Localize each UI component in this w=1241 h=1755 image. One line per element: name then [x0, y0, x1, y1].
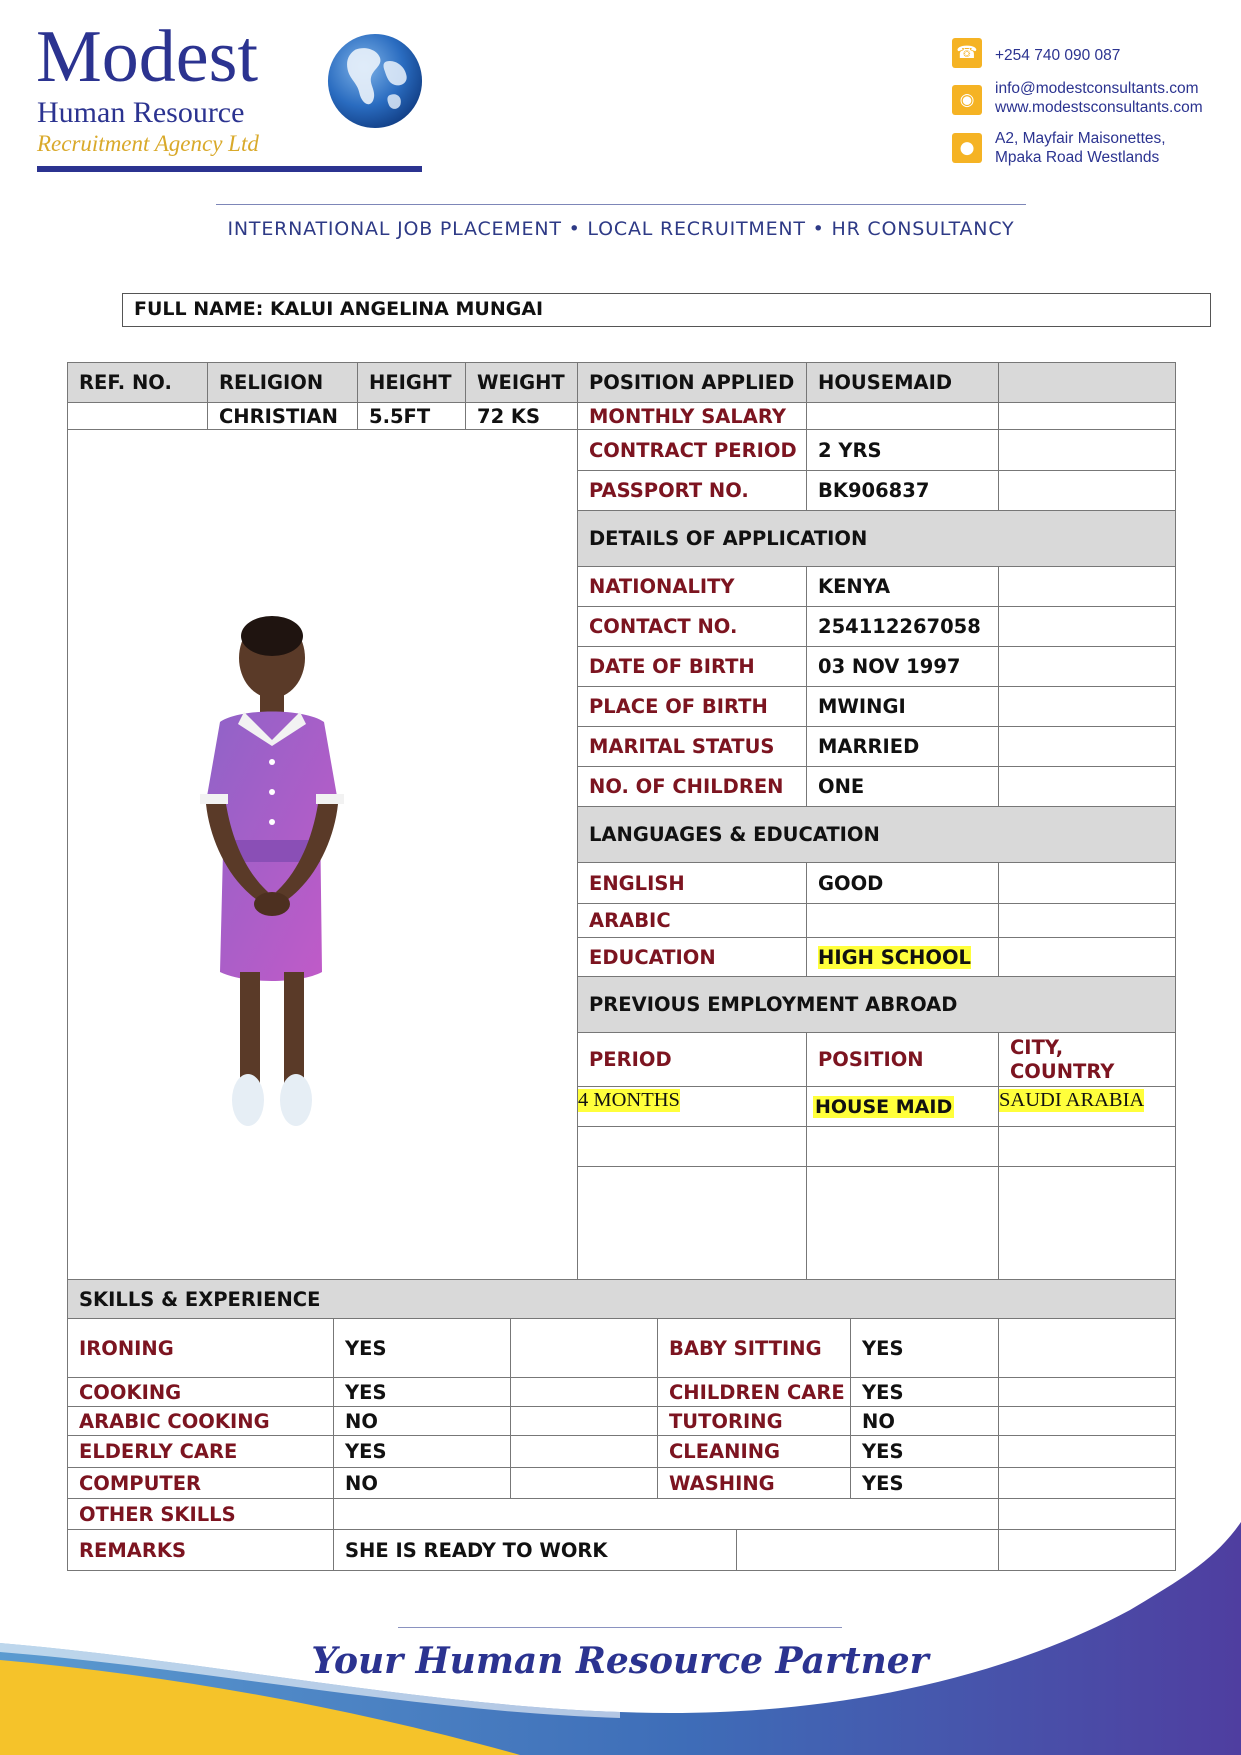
washing-label: WASHING — [657, 1467, 851, 1499]
full-name: FULL NAME: KALUI ANGELINA MUNGAI — [134, 298, 544, 320]
position-applied-value: HOUSEMAID — [806, 362, 999, 403]
empty-cell — [577, 1126, 807, 1167]
education-label: EDUCATION — [577, 937, 807, 977]
empty-cell — [998, 646, 1176, 687]
ref-no-value — [67, 402, 208, 430]
washing-value: YES — [850, 1467, 999, 1499]
tutoring-value: NO — [850, 1406, 999, 1436]
weight-value: 72 KS — [465, 402, 578, 430]
arabic-label: ARABIC — [577, 903, 807, 938]
city-country-column-header: CITY, COUNTRY — [998, 1032, 1176, 1087]
arabic-value — [806, 903, 999, 938]
contact-no-value: 254112267058 — [806, 606, 999, 647]
empty-cell — [998, 862, 1176, 904]
contact-address-line1: A2, Mayfair Maisonettes, — [995, 130, 1166, 147]
languages-education-heading: LANGUAGES & EDUCATION — [577, 806, 1176, 863]
employment-period-cell — [577, 1086, 807, 1127]
logo-underline — [37, 166, 422, 172]
empty-cell — [510, 1406, 658, 1436]
empty-cell — [510, 1377, 658, 1407]
globe-logo-icon — [326, 32, 424, 130]
ironing-value: YES — [333, 1318, 511, 1378]
contract-period-label: CONTRACT PERIOD — [577, 429, 807, 471]
arabic-cooking-value: NO — [333, 1406, 511, 1436]
marital-status-value: MARRIED — [806, 726, 999, 767]
computer-value: NO — [333, 1467, 511, 1499]
empty-cell — [510, 1435, 658, 1468]
empty-cell — [998, 1377, 1176, 1407]
employment-position-cell — [806, 1086, 999, 1127]
cleaning-label: CLEANING — [657, 1435, 851, 1468]
place-of-birth-label: PLACE OF BIRTH — [577, 686, 807, 727]
tagline: INTERNATIONAL JOB PLACEMENT • LOCAL RECRUITMENT • HR CONSULTANCY — [227, 218, 1015, 240]
english-value: GOOD — [806, 862, 999, 904]
empty-cell — [806, 1126, 999, 1167]
passport-no-value: BK906837 — [806, 470, 999, 511]
empty-cell — [998, 1166, 1176, 1280]
ref-no-label: REF. NO. — [67, 362, 208, 403]
empty-cell — [998, 566, 1176, 607]
nationality-value: KENYA — [806, 566, 999, 607]
computer-label: COMPUTER — [67, 1467, 334, 1499]
date-of-birth-value: 03 NOV 1997 — [806, 646, 999, 687]
monthly-salary-label: MONTHLY SALARY — [577, 402, 807, 430]
empty-cell — [998, 402, 1176, 430]
contract-period-value: 2 YRS — [806, 429, 999, 471]
empty-cell — [998, 686, 1176, 727]
children-care-value: YES — [850, 1377, 999, 1407]
empty-cell — [998, 606, 1176, 647]
other-skills-label: OTHER SKILLS — [67, 1498, 334, 1530]
children-care-label: CHILDREN CARE — [657, 1377, 851, 1407]
employment-city-cell — [998, 1086, 1176, 1127]
english-label: ENGLISH — [577, 862, 807, 904]
logo-agency: Recruitment Agency Ltd — [37, 131, 259, 156]
empty-cell — [998, 903, 1176, 938]
elderly-care-label: ELDERLY CARE — [67, 1435, 334, 1468]
header-rule — [216, 204, 1026, 205]
nationality-label: NATIONALITY — [577, 566, 807, 607]
contact-email[interactable]: info@modestconsultants.com — [995, 80, 1199, 97]
ironing-label: IRONING — [67, 1318, 334, 1378]
period-column-header: PERIOD — [577, 1032, 807, 1087]
empty-cell — [998, 1318, 1176, 1378]
logo-title: Modest — [36, 16, 258, 98]
empty-cell — [998, 470, 1176, 511]
baby-sitting-value: YES — [850, 1318, 999, 1378]
no-of-children-value: ONE — [806, 766, 999, 807]
cooking-label: COOKING — [67, 1377, 334, 1407]
empty-cell — [510, 1467, 658, 1499]
religion-value: CHRISTIAN — [207, 402, 358, 430]
height-value: 5.5FT — [357, 402, 466, 430]
employment-position: HOUSE MAID — [815, 1095, 953, 1118]
details-of-application-heading: DETAILS OF APPLICATION — [577, 510, 1176, 567]
empty-cell — [806, 1166, 999, 1280]
tutoring-label: TUTORING — [657, 1406, 851, 1436]
cleaning-value: YES — [850, 1435, 999, 1468]
remarks-value: SHE IS READY TO WORK — [333, 1529, 737, 1571]
footer-slogan: Your Human Resource Partner — [311, 1640, 929, 1682]
empty-cell — [998, 726, 1176, 767]
remarks-label: REMARKS — [67, 1529, 334, 1571]
monthly-salary-value — [806, 402, 999, 430]
position-extra-cell — [998, 362, 1176, 403]
empty-cell — [998, 1126, 1176, 1167]
weight-label: WEIGHT — [465, 362, 578, 403]
contact-phone: +254 740 090 087 — [995, 47, 1121, 64]
employment-period: 4 MONTHS — [578, 1089, 680, 1111]
education-value-cell — [806, 937, 999, 977]
location-pin-icon: ● — [952, 133, 982, 163]
previous-employment-heading: PREVIOUS EMPLOYMENT ABROAD — [577, 976, 1176, 1033]
contact-no-label: CONTACT NO. — [577, 606, 807, 647]
cooking-value: YES — [333, 1377, 511, 1407]
education-value: HIGH SCHOOL — [818, 945, 971, 969]
empty-cell — [577, 1166, 807, 1280]
globe-icon: ◉ — [952, 85, 982, 115]
phone-icon: ☎ — [952, 38, 982, 68]
empty-cell — [998, 766, 1176, 807]
empty-cell — [998, 429, 1176, 471]
skills-experience-heading: SKILLS & EXPERIENCE — [67, 1279, 1176, 1319]
passport-no-label: PASSPORT NO. — [577, 470, 807, 511]
position-column-header: POSITION — [806, 1032, 999, 1087]
arabic-cooking-label: ARABIC COOKING — [67, 1406, 334, 1436]
employment-city: SAUDI ARABIA — [999, 1089, 1145, 1111]
contact-website[interactable]: www.modestsconsultants.com — [995, 99, 1203, 116]
empty-cell — [998, 1435, 1176, 1468]
empty-cell — [998, 1467, 1176, 1499]
marital-status-label: MARITAL STATUS — [577, 726, 807, 767]
religion-label: RELIGION — [207, 362, 358, 403]
footer-rule — [398, 1627, 842, 1628]
date-of-birth-label: DATE OF BIRTH — [577, 646, 807, 687]
place-of-birth-value: MWINGI — [806, 686, 999, 727]
position-applied-label: POSITION APPLIED — [577, 362, 807, 403]
elderly-care-value: YES — [333, 1435, 511, 1468]
height-label: HEIGHT — [357, 362, 466, 403]
contact-address-line2: Mpaka Road Westlands — [995, 149, 1160, 166]
empty-cell — [510, 1318, 658, 1378]
baby-sitting-label: BABY SITTING — [657, 1318, 851, 1378]
no-of-children-label: NO. OF CHILDREN — [577, 766, 807, 807]
logo-subtitle: Human Resource — [37, 96, 245, 129]
candidate-photo — [160, 612, 390, 1172]
empty-cell — [998, 1406, 1176, 1436]
empty-cell — [998, 937, 1176, 977]
